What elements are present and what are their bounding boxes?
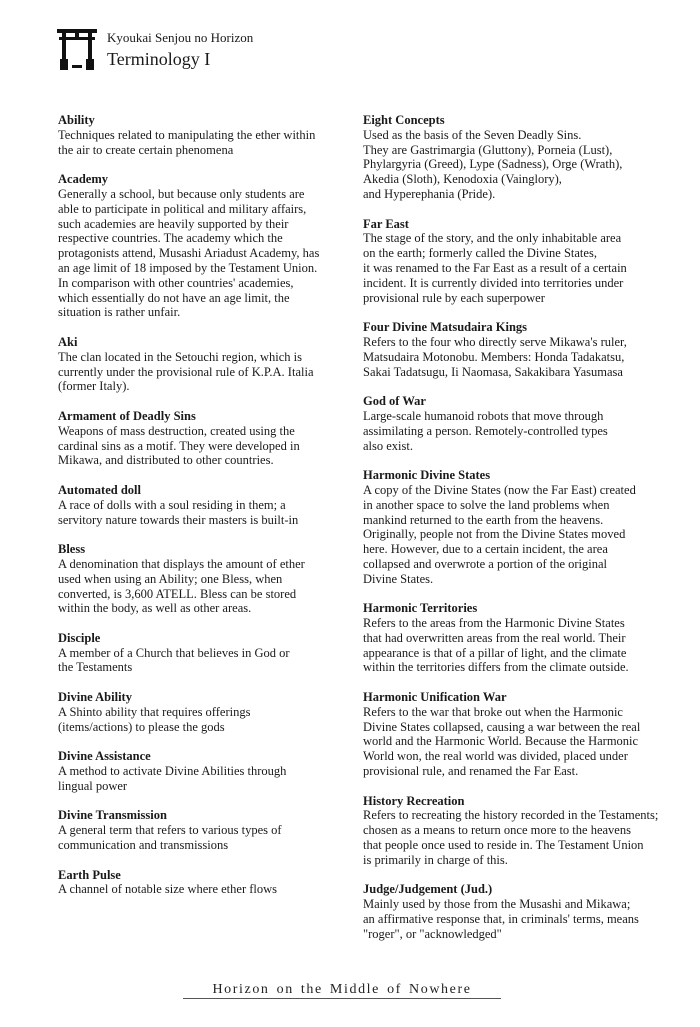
definition-line: Refers to recreating the history recorded in the Testaments; — [363, 808, 659, 823]
definition-line: The stage of the story, and the only inhabitable area — [363, 231, 622, 246]
glossary-entry — [363, 601, 683, 675]
glossary-term: Automated doll — [58, 482, 141, 497]
definition-line: that people once used to reside in. The Testament Union — [363, 838, 644, 853]
glossary-term: Earth Pulse — [58, 867, 121, 882]
definition-line: A channel of notable size where ether flows — [58, 882, 278, 897]
definition-line: the air to create certain phenomena — [58, 142, 234, 157]
definition-line: an age limit of 18 imposed by the Testament Union. — [58, 260, 318, 275]
glossary-entry — [58, 172, 348, 320]
definition-line: A general term that refers to various types of — [58, 823, 282, 838]
definition-line: incident. It is currently divided into territories under — [363, 275, 624, 290]
glossary-entry — [58, 868, 348, 898]
glossary-term: Far East — [363, 216, 409, 231]
glossary-entry — [58, 409, 348, 468]
glossary-term: Harmonic Territories — [363, 601, 478, 616]
glossary-entry — [363, 794, 683, 868]
definition-line: The clan located in the Setouchi region, which is — [58, 349, 303, 364]
definition-line: the Testaments — [58, 660, 133, 675]
footer-text: Horizon on the Middle of Nowhere — [212, 982, 472, 997]
glossary-entry — [363, 217, 683, 306]
definition-line: also exist. — [363, 438, 413, 453]
definition-line: Generally a school, but because only students are — [58, 186, 305, 201]
definition-line: Phylargyria (Greed), Lype (Sadness), Orge (Wrath), — [363, 157, 623, 172]
definition-line: used when using an Ability; one Bless, when — [58, 571, 283, 586]
definition-line: A race of dolls with a soul residing in them; a — [58, 497, 286, 512]
glossary-entry — [363, 468, 683, 586]
glossary-term: Disciple — [58, 630, 101, 645]
definition-line: Weapons of mass destruction, created using the — [58, 423, 295, 438]
definition-line: A method to activate Divine Abilities through — [58, 764, 287, 779]
glossary-term: God of War — [363, 394, 426, 409]
definition-line: assimilating a person. Remotely-controlled types — [363, 423, 608, 438]
glossary-term: Aki — [58, 334, 78, 349]
definition-line: communication and transmissions — [58, 838, 229, 853]
series-title: Kyoukai Senjou no Horizon — [107, 30, 254, 45]
definition-line: in another space to solve the land problems when — [363, 497, 610, 512]
definition-line: here. However, due to a certain incident, the area — [363, 542, 608, 557]
definition-line: an affirmative response that, in criminals' terms, means — [363, 912, 639, 927]
definition-line: such academies are heavily supported by their — [58, 216, 289, 231]
definition-line: within the territories differs from the climate outside. — [363, 660, 629, 675]
definition-line: Techniques related to manipulating the ether within — [58, 127, 316, 142]
definition-line: world and the Harmonic World. Because the Harmonic — [363, 734, 639, 749]
definition-line: Refers to the war that broke out when the Harmonic — [363, 704, 623, 719]
glossary-entry — [58, 113, 348, 157]
glossary-entry — [58, 808, 348, 852]
glossary-term: Four Divine Matsudaira Kings — [363, 320, 528, 335]
definition-line: is primarily in charge of this. — [363, 852, 508, 867]
definition-line: In comparison with other countries' academies, — [58, 275, 294, 290]
definition-line: provisional rule by each superpower — [363, 290, 545, 305]
definition-line: lingual power — [58, 778, 128, 793]
definition-line: Akedia (Sloth), Kenodoxia (Vainglory), — [363, 172, 562, 187]
definition-line: Refers to the four who directly serve Mikawa's ruler, — [363, 334, 627, 349]
definition-line: Divine States collapsed, causing a war between the real — [363, 719, 641, 734]
definition-line: on the earth; formerly called the Divine States, — [363, 246, 597, 261]
definition-line: Sakai Tadatsugu, Ii Naomasa, Sakakibara Yasumasa — [363, 364, 623, 379]
definition-line: and Hyperephania (Pride). — [363, 186, 496, 201]
glossary-entry — [363, 394, 683, 453]
glossary-term: Bless — [58, 542, 86, 557]
glossary-entry — [363, 882, 683, 941]
definition-line: A Shinto ability that requires offerings — [58, 704, 251, 719]
definition-line: Mainly used by those from the Musashi and Mikawa; — [363, 897, 631, 912]
definition-line: Matsudaira Motonobu. Members: Honda Tadakatsu, — [363, 349, 625, 364]
definition-line: collapsed and overwrote a portion of the original — [363, 556, 608, 571]
definition-line: (items/actions) to please the gods — [58, 719, 225, 734]
glossary-entry — [363, 113, 683, 202]
definition-line: protagonists attend, Musashi Ariadust Academy, has — [58, 246, 320, 261]
glossary-entry — [58, 690, 348, 734]
definition-line: currently under the provisional rule of K.P.A. Italia — [58, 364, 314, 379]
definition-line: provisional rule, and renamed the Far East. — [363, 764, 579, 779]
glossary-term: Ability — [58, 113, 95, 127]
definition-line: converted, is 3,600 ATELL. Bless can be stored — [58, 586, 297, 601]
glossary-term: Academy — [58, 172, 108, 187]
definition-line: appearance is that of a pillar of light, and the climate — [363, 645, 627, 660]
definition-line: respective countries. The academy which the — [58, 231, 283, 246]
glossary-entry — [58, 631, 348, 675]
glossary-entry — [58, 483, 348, 527]
definition-line: Divine States. — [363, 571, 434, 586]
left-column — [58, 113, 348, 912]
definition-line: that had overwritten areas from the real world. Their — [363, 630, 626, 645]
glossary-term: Divine Assistance — [58, 749, 151, 764]
definition-line: which essentially do not have an age limit, the — [58, 290, 290, 305]
glossary-term: Armament of Deadly Sins — [58, 408, 196, 423]
glossary-term: History Recreation — [363, 793, 465, 808]
definition-line: Used as the basis of the Seven Deadly Sins. — [363, 127, 582, 142]
glossary-entry — [58, 749, 348, 793]
definition-line: within the body, as well as other areas. — [58, 601, 252, 616]
definition-line: "roger", or "acknowledged" — [363, 926, 502, 941]
definition-line: Originally, people not from the Divine States moved — [363, 527, 626, 542]
page-title: Terminology I — [107, 49, 211, 69]
definition-line: cardinal sins as a motif. They were developed in — [58, 438, 300, 453]
definition-line: World won, the real world was divided, placed under — [363, 749, 628, 764]
glossary-entry — [58, 542, 348, 616]
definition-line: (former Italy). — [58, 379, 130, 394]
glossary-entry — [363, 690, 683, 779]
definition-line: A copy of the Divine States (now the Far East) created — [363, 482, 636, 497]
definition-line: mankind returned to the earth from the heavens. — [363, 512, 604, 527]
definition-line: Refers to the areas from the Harmonic Divine States — [363, 616, 625, 631]
definition-line: it was renamed to the Far East as a result of a certain — [363, 260, 627, 275]
definition-line: able to participate in political and military affairs, — [58, 201, 307, 216]
definition-line: chosen as a means to return once more to the heavens — [363, 823, 631, 838]
glossary-term: Harmonic Divine States — [363, 468, 491, 483]
footer — [183, 984, 501, 999]
definition-line: situation is rather unfair. — [58, 305, 181, 320]
torii-gate-icon — [57, 29, 97, 71]
glossary-entry — [363, 320, 683, 379]
glossary-entry — [58, 335, 348, 394]
definition-line: Mikawa, and distributed to other countries. — [58, 453, 274, 468]
definition-line: A member of a Church that believes in God or — [58, 645, 290, 660]
definition-line: A denomination that displays the amount of ether — [58, 556, 305, 571]
glossary-term: Harmonic Unification War — [363, 690, 507, 705]
glossary-term: Divine Ability — [58, 690, 132, 705]
definition-line: They are Gastrimargia (Gluttony), Porneia (Lust), — [363, 142, 613, 157]
definition-line: Large-scale humanoid robots that move through — [363, 408, 604, 423]
glossary-term: Eight Concepts — [363, 113, 445, 127]
glossary-term: Judge/Judgement (Jud.) — [363, 882, 493, 897]
definition-line: servitory nature towards their masters is built-in — [58, 512, 299, 527]
glossary-term: Divine Transmission — [58, 808, 167, 823]
right-column — [363, 113, 683, 956]
